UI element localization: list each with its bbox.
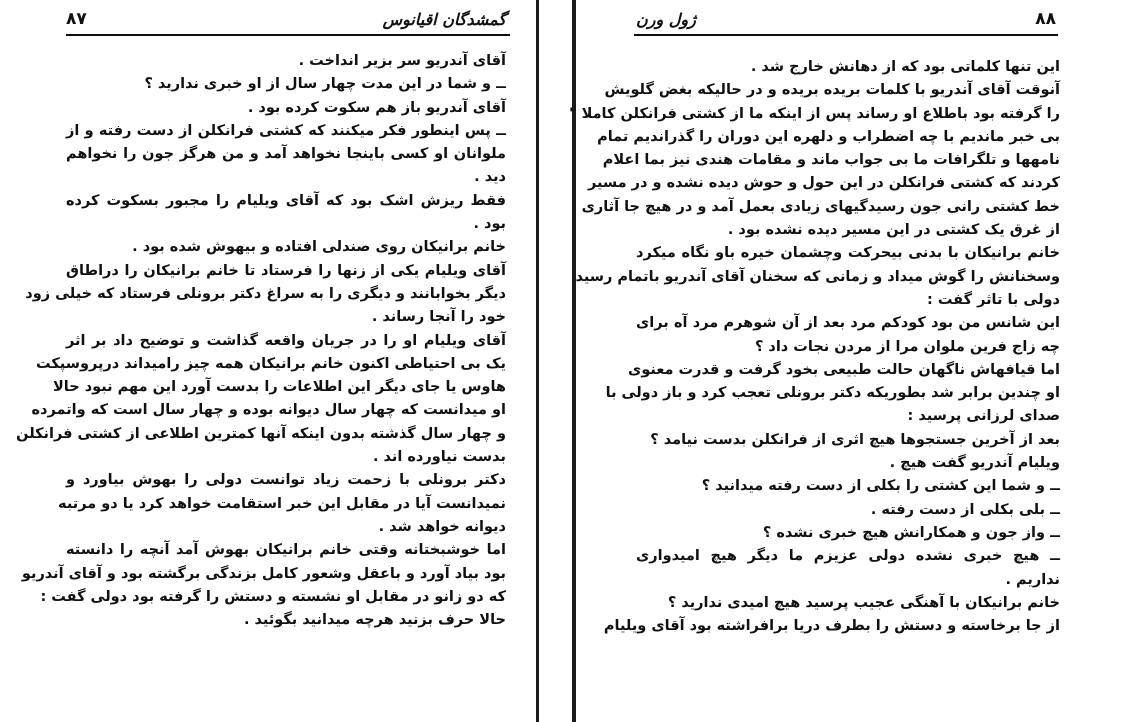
text-line: نداریم . — [1005, 571, 1060, 588]
text-line: ــ پس اینطور فکر میکنند که کشتی فرانکلن از دست رفته و از — [66, 122, 506, 139]
text-line: که دو زانو در مقابل او نشسته و دستش را گرفته بود دولی گفت : — [40, 588, 506, 605]
text-line: بعد از آخرین جستجوها هیچ اثری از فرانکلن بدست نیامد ؟ — [650, 431, 1060, 448]
text-line: کردند که کشتی فرانکلن در این حول و حوش دیده نشده و در مسیر — [587, 175, 1060, 192]
text-line: دیگر بخوابانند و دیگری را به سراغ دکتر برونلی فرستاد که خیلی زود — [25, 285, 506, 302]
text-line: خانم برانیکان با بدنی بیحرکت وچشمان خیره باو نگاه میکرد — [636, 245, 1060, 262]
right-page-header — [636, 6, 1056, 32]
text-line: دید . — [474, 169, 506, 186]
text-line: خط کشتی رانی جون رسیدگیهای زیادی بعمل آمد و در هیچ جا آثاری — [581, 198, 1060, 215]
right-page — [568, 0, 1121, 722]
text-line: آقای آندریو سر بزیر انداخت . — [298, 53, 506, 69]
text-line: از جا برخاسته و دستش را بطرف دریا برافراشته بود آقای ویلیام — [603, 618, 1060, 635]
text-line: این شانس من بود کودکم مرد بعد از آن شوهرم مرد آه برای — [636, 315, 1060, 332]
text-line: دکتر برونلی با زحمت زیاد توانست دولی را بهوش بیاورد و — [66, 472, 506, 489]
text-line: ــ هیچ خبری نشده دولی عزیزم ما دیگر هیچ امیدواری — [636, 548, 1060, 565]
text-line: آنوقت آقای آندریو با کلمات بریده بریده و در حالیکه بغض گلویش — [604, 82, 1060, 99]
text-line: ملوانان او کسی باینجا نخواهد آمد و من هرگز جون را نخواهم — [66, 146, 506, 163]
text-line: آقای آندریو باز هم سکوت کرده بود . — [247, 99, 506, 116]
left-header-rule — [66, 34, 510, 36]
right-page-body — [568, 56, 1060, 638]
text-line: ــ بلی بکلی از دست رفته . — [870, 501, 1060, 518]
text-line: بود . — [473, 216, 506, 233]
text-line: خود را آنجا رساند . — [371, 309, 506, 326]
text-line: ــ واز جون و همکارانش هیچ خبری نشده ؟ — [762, 524, 1060, 541]
text-line: دولی با تاثر گفت : — [926, 291, 1060, 308]
text-line: هاوس یا جای دیگر این اطلاعات را بدست آورد این مهم نبود حالا — [52, 379, 506, 396]
text-line: اما قیافهاش ناگهان حالت طبیعی بخود گرفت و قدرت معنوی — [628, 361, 1060, 378]
text-line: این تنها کلماتی بود که از دهانش خارج شد . — [750, 59, 1060, 75]
right-page-number: ۸۸ — [1035, 9, 1056, 29]
text-line: را گرفته بود باطلاع او رساند پس از اینکه ما از کشتی فرانکلن کاملا " — [568, 105, 1060, 122]
text-line: و چهار سال گذشته بدون اینکه آنها کمترین اطلاعی از کشتی فرانکلن — [16, 425, 506, 442]
text-line: یک بی احتیاطی اکنون خانم برانیکان همه چیز رامیداند درپروسپکت — [36, 355, 506, 372]
left-page-number: ۸۷ — [66, 9, 87, 29]
text-line: بود بیاد آورد و باعقل وشعور کامل بزندگی برگشته بود و آقای آندریو — [21, 565, 506, 582]
text-line: بی خبر ماندیم با چه اضطراب و دلهره این دوران را گذراندیم تمام — [597, 128, 1060, 145]
text-line: فقط ریزش اشک بود که آقای ویلیام را مجبور بسکوت کرده — [66, 192, 506, 209]
text-line: ــ و شما این کشتی را بکلی از دست رفته میدانید ؟ — [701, 478, 1060, 495]
text-line: او میدانست که چهار سال دیوانه بوده و چهار سال است که واتمرده — [31, 402, 506, 419]
text-line: از غرق یک کشتی در این مسیر دیده نشده بود . — [727, 222, 1060, 239]
right-header-rule — [634, 34, 1058, 36]
right-running-title: ژول ورن — [636, 9, 696, 29]
text-line: ویلیام آندریو گفت هیچ . — [889, 455, 1060, 472]
text-line: خانم برانیکان روی صندلی افتاده و بیهوش شده بود . — [132, 239, 506, 256]
left-page — [0, 0, 536, 722]
text-line: چه زاج فرین ملوان مرا از مردن نجات داد ؟ — [754, 338, 1060, 355]
left-running-title: گمشدگان اقیانوس — [382, 9, 506, 29]
gutter-edge-left — [536, 0, 539, 722]
text-line: ــ و شما در این مدت چهار سال از او خبری ندارید ؟ — [144, 76, 506, 93]
text-line: بدست نیاورده اند . — [372, 449, 506, 466]
text-line: اما خوشبختانه وقتی خانم برانیکان بهوش آمد آنچه را دانسته — [66, 542, 506, 559]
text-line: حالا حرف بزنید هرچه میدانید بگوئید . — [243, 612, 506, 629]
left-page-body — [16, 50, 506, 632]
text-line: او چندین برابر شد بطوریکه دکتر برونلی تعجب کرد و باز دولی با — [605, 385, 1060, 402]
left-page-header — [66, 6, 506, 32]
text-line: نمیدانست آیا در مقابل این خبر استقامت خواهد کرد یا دو مرتبه — [58, 495, 506, 512]
text-line: خانم برانیکان با آهنگی عجیب پرسید هیچ امیدی ندارید ؟ — [667, 594, 1060, 611]
text-line: دیوانه خواهد شد . — [378, 518, 506, 535]
text-line: آقای ویلیام او را در جریان واقعه گذاشت و توضیح داد بر اثر — [66, 332, 506, 349]
text-line: آقای ویلیام یکی از زنها را فرستاد تا خانم برانیکان را دراطاق — [66, 262, 506, 279]
text-line: وسخنانش را گوش میداد و زمانی که سخنان آقای آندریو باتمام رسید — [575, 268, 1060, 285]
text-line: صدای لرزانی پرسید : — [907, 408, 1060, 425]
text-line: نامهها و تلگرافات ما بی جواب ماند و مقامات هندی نیز بما اعلام — [602, 152, 1060, 169]
